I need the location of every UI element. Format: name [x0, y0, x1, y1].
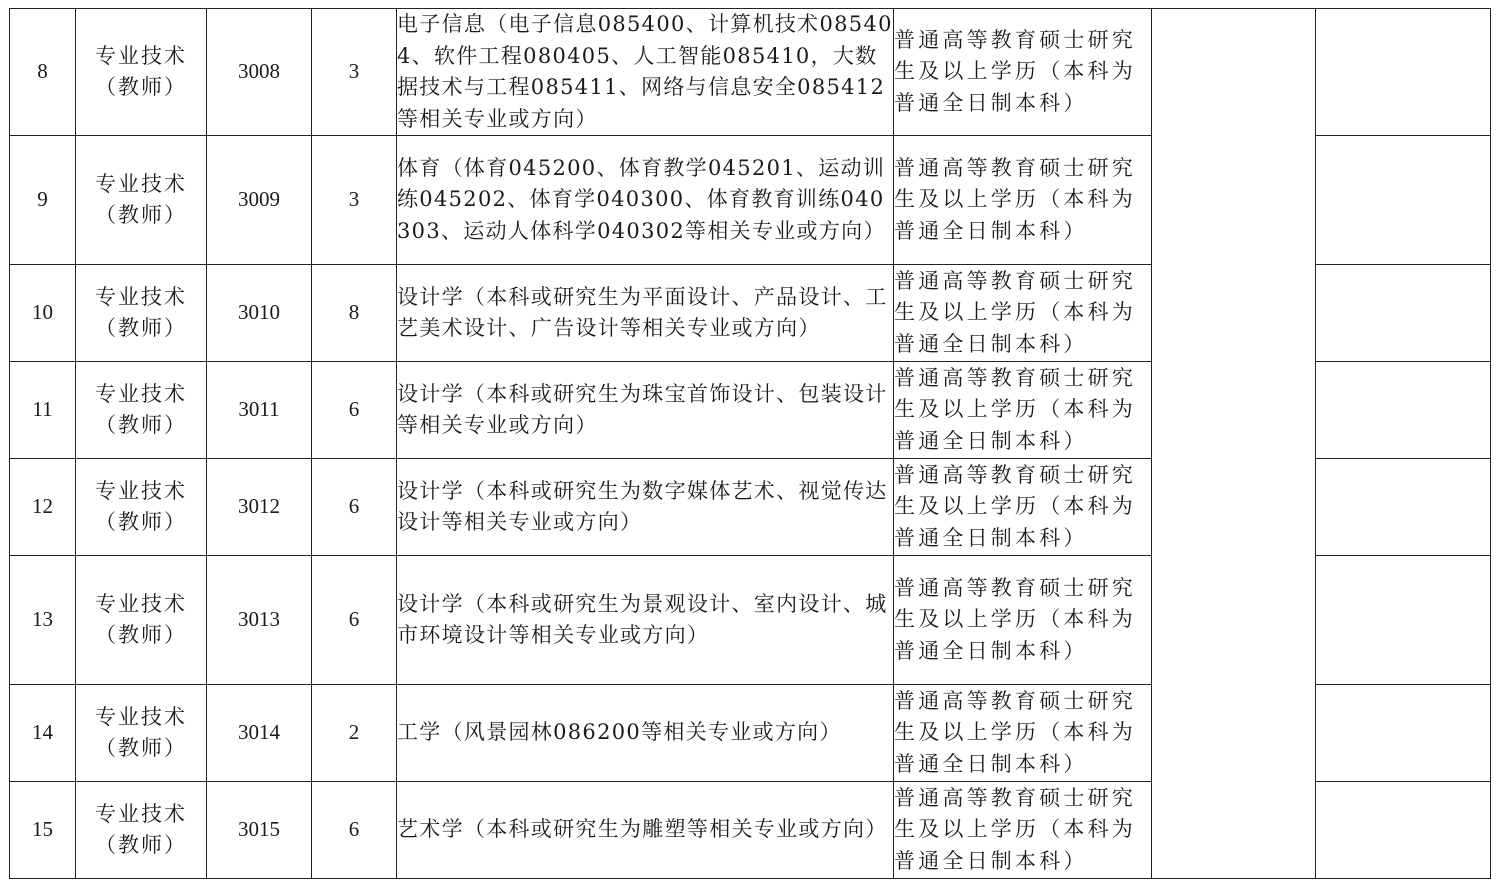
education-requirement [894, 136, 1152, 265]
remarks-cell [1316, 362, 1491, 459]
merged-empty-cell [1152, 9, 1316, 879]
row-number: 14 [10, 685, 76, 782]
education-requirement [894, 362, 1152, 459]
hiring-count: 3 [312, 136, 397, 265]
position-category [76, 265, 207, 362]
education-requirement [894, 265, 1152, 362]
major-requirement-text: 设计学（本科或研究生为珠宝首饰设计、包装设计等相关专业或方向） [397, 381, 888, 437]
remarks-cell [1316, 459, 1491, 556]
position-code: 3014 [207, 685, 312, 782]
hiring-count: 2 [312, 685, 397, 782]
row-number: 10 [10, 265, 76, 362]
hiring-count: 6 [312, 782, 397, 879]
education-requirement-text: 普通高等教育硕士研究生及以上学历（本科为普通全日制本科） [894, 688, 1136, 776]
major-requirement-text: 设计学（本科或研究生为景观设计、室内设计、城市环境设计等相关专业或方向） [397, 591, 888, 647]
recruitment-table [9, 8, 1491, 879]
position-category-text: 专业技术 （教师） [95, 591, 187, 647]
remarks-cell [1316, 136, 1491, 265]
position-category [76, 459, 207, 556]
education-requirement-text: 普通高等教育硕士研究生及以上学历（本科为普通全日制本科） [894, 155, 1136, 243]
position-category [76, 556, 207, 685]
position-code: 3009 [207, 136, 312, 265]
education-requirement [894, 459, 1152, 556]
major-requirement [397, 459, 894, 556]
position-category-text: 专业技术 （教师） [95, 284, 187, 340]
position-category-text: 专业技术 （教师） [95, 801, 187, 857]
major-requirement-text: 工学（风景园林086200等相关专业或方向） [397, 720, 842, 745]
education-requirement [894, 782, 1152, 879]
major-requirement-text: 设计学（本科或研究生为数字媒体艺术、视觉传达设计等相关专业或方向） [397, 478, 888, 534]
remarks-cell [1316, 265, 1491, 362]
major-requirement-text: 电子信息（电子信息085400、计算机技术085404、软件工程080405、人工智能085410，大数据技术与工程085411、网络与信息安全085412等相关专业或方向） [397, 12, 893, 131]
education-requirement [894, 556, 1152, 685]
major-requirement-text: 体育（体育045200、体育教学045201、运动训练045202、体育学040300、体育教育训练040303、运动人体科学040302等相关专业或方向） [397, 155, 886, 243]
table-row [10, 9, 1491, 136]
education-requirement-text: 普通高等教育硕士研究生及以上学历（本科为普通全日制本科） [894, 462, 1136, 550]
position-code: 3015 [207, 782, 312, 879]
position-category [76, 782, 207, 879]
row-number: 12 [10, 459, 76, 556]
education-requirement-text: 普通高等教育硕士研究生及以上学历（本科为普通全日制本科） [894, 785, 1136, 873]
hiring-count: 6 [312, 556, 397, 685]
major-requirement [397, 782, 894, 879]
row-number: 15 [10, 782, 76, 879]
row-number: 9 [10, 136, 76, 265]
position-category-text: 专业技术 （教师） [95, 43, 187, 99]
row-number: 13 [10, 556, 76, 685]
major-requirement-text: 艺术学（本科或研究生为雕塑等相关专业或方向） [397, 817, 888, 842]
major-requirement [397, 9, 894, 136]
major-requirement [397, 265, 894, 362]
position-code: 3012 [207, 459, 312, 556]
hiring-count: 6 [312, 459, 397, 556]
major-requirement-text: 设计学（本科或研究生为平面设计、产品设计、工艺美术设计、广告设计等相关专业或方向） [397, 284, 888, 340]
row-number: 11 [10, 362, 76, 459]
position-category-text: 专业技术 （教师） [95, 478, 187, 534]
remarks-cell [1316, 556, 1491, 685]
remarks-cell [1316, 9, 1491, 136]
position-category-text: 专业技术 （教师） [95, 171, 187, 227]
remarks-cell [1316, 782, 1491, 879]
major-requirement [397, 136, 894, 265]
major-requirement [397, 685, 894, 782]
hiring-count: 3 [312, 9, 397, 136]
hiring-count: 8 [312, 265, 397, 362]
major-requirement [397, 556, 894, 685]
position-category [76, 9, 207, 136]
education-requirement-text: 普通高等教育硕士研究生及以上学历（本科为普通全日制本科） [894, 575, 1136, 663]
position-category [76, 362, 207, 459]
hiring-count: 6 [312, 362, 397, 459]
position-code: 3011 [207, 362, 312, 459]
row-number: 8 [10, 9, 76, 136]
position-category [76, 136, 207, 265]
education-requirement [894, 9, 1152, 136]
education-requirement [894, 685, 1152, 782]
position-category [76, 685, 207, 782]
position-category-text: 专业技术 （教师） [95, 704, 187, 760]
position-category-text: 专业技术 （教师） [95, 381, 187, 437]
position-code: 3008 [207, 9, 312, 136]
position-code: 3010 [207, 265, 312, 362]
education-requirement-text: 普通高等教育硕士研究生及以上学历（本科为普通全日制本科） [894, 27, 1136, 115]
education-requirement-text: 普通高等教育硕士研究生及以上学历（本科为普通全日制本科） [894, 365, 1136, 453]
remarks-cell [1316, 685, 1491, 782]
position-code: 3013 [207, 556, 312, 685]
major-requirement [397, 362, 894, 459]
education-requirement-text: 普通高等教育硕士研究生及以上学历（本科为普通全日制本科） [894, 268, 1136, 356]
